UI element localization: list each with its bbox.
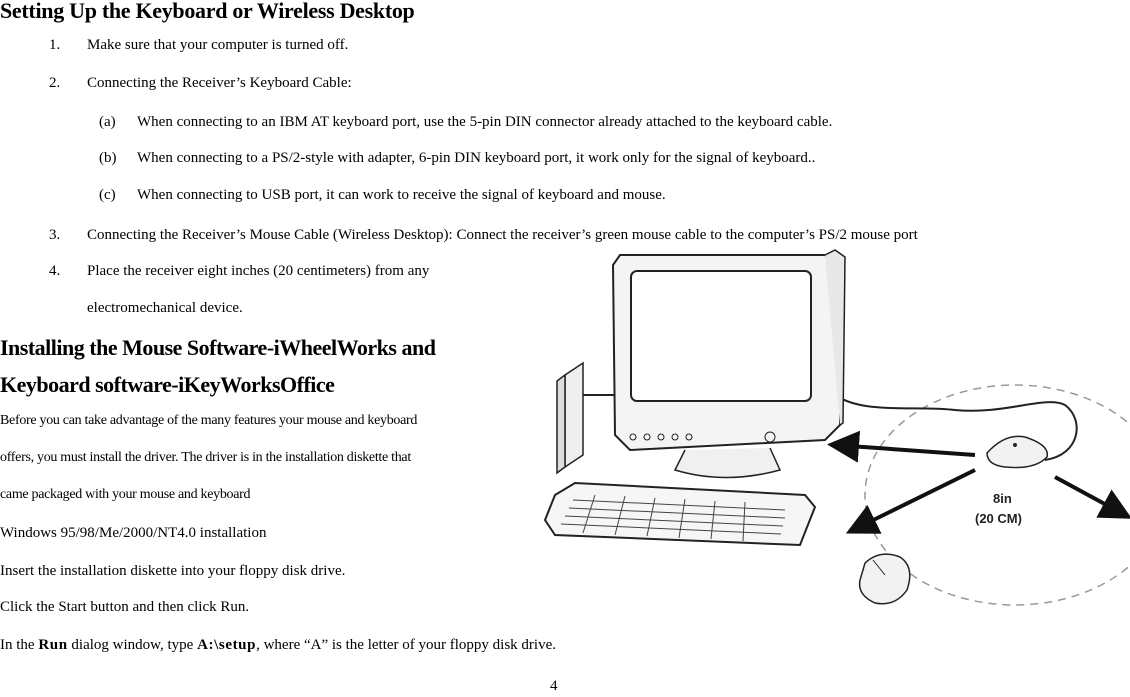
step-2 [49,75,352,92]
monitor [613,250,845,478]
page-number: 4 [550,678,558,694]
setup-illustration [535,245,1130,615]
run-suffix: , where “A” is the letter of your floppy disk drive. [256,637,556,653]
step-number: 3. [49,227,61,243]
step-number: 1. [49,37,61,53]
section-heading-line1: Installing the Mouse Software-iWheelWorks and [0,335,436,360]
insert-diskette-text: Insert the installation diskette into your floppy disk drive. [0,563,346,579]
substep-label: (b) [99,150,117,166]
intro-para-line3: came packaged with your mouse and keyboard [0,487,251,502]
step-1 [49,37,348,54]
setup-command: A:\setup [197,637,257,653]
arrow-to-monitor [835,445,975,455]
distance-label-inches: 8in [993,491,1012,506]
step-text: Place the receiver eight inches (20 centimeters) from any [87,263,430,279]
keyboard [545,483,815,545]
substep-text: When connecting to USB port, it can work to receive the signal of keyboard and mouse. [137,187,666,203]
step-4 [49,263,429,280]
substep-b [99,150,815,167]
substep-text: When connecting to a PS/2-style with adapter, 6-pin DIN keyboard port, it work only for the signal of keyboard.. [137,150,816,166]
page-title: Setting Up the Keyboard or Wireless Desktop [0,0,415,23]
intro-para-line1: Before you can take advantage of the many features your mouse and keyboard [0,413,418,428]
run-mid: dialog window, type [67,637,198,653]
step-number: 4. [49,263,61,279]
receiver [987,436,1047,467]
substep-label: (c) [99,187,116,203]
monitor-stand [675,448,780,478]
distance-label-cm: (20 CM) [975,511,1022,526]
intro-para-line2: offers, you must install the driver. The driver is in the installation diskette that [0,450,411,465]
run-prefix: In the [0,637,39,653]
substep-text: When connecting to an IBM AT keyboard port, use the 5-pin DIN connector already attached to the keyboard cable. [137,114,833,130]
step-4-continuation: electromechanical device. [87,300,243,316]
step-number: 2. [49,75,61,91]
step-text: Make sure that your computer is turned off. [87,37,349,53]
arrow-outward [1055,477,1125,515]
step-text: Connecting the Receiver’s Keyboard Cable: [87,75,352,91]
substep-a [99,114,832,131]
arrow-to-mouse [853,470,975,530]
click-start-text: Click the Start button and then click Run. [0,599,250,615]
substep-c [99,187,666,204]
step-3 [49,227,918,244]
substep-label: (a) [99,114,116,130]
section-heading-line2: Keyboard software-iKeyWorksOffice [0,372,335,397]
install-title: Windows 95/98/Me/2000/NT4.0 installation [0,525,267,541]
mouse [860,554,910,604]
step-text: Connecting the Receiver’s Mouse Cable (Wireless Desktop): Connect the receiver’s green mouse cable to the computer’s PS/2 mouse port [87,227,918,243]
run-keyword: Run [38,637,68,653]
monitor-screen [631,271,811,401]
run-dialog-text [0,637,556,654]
